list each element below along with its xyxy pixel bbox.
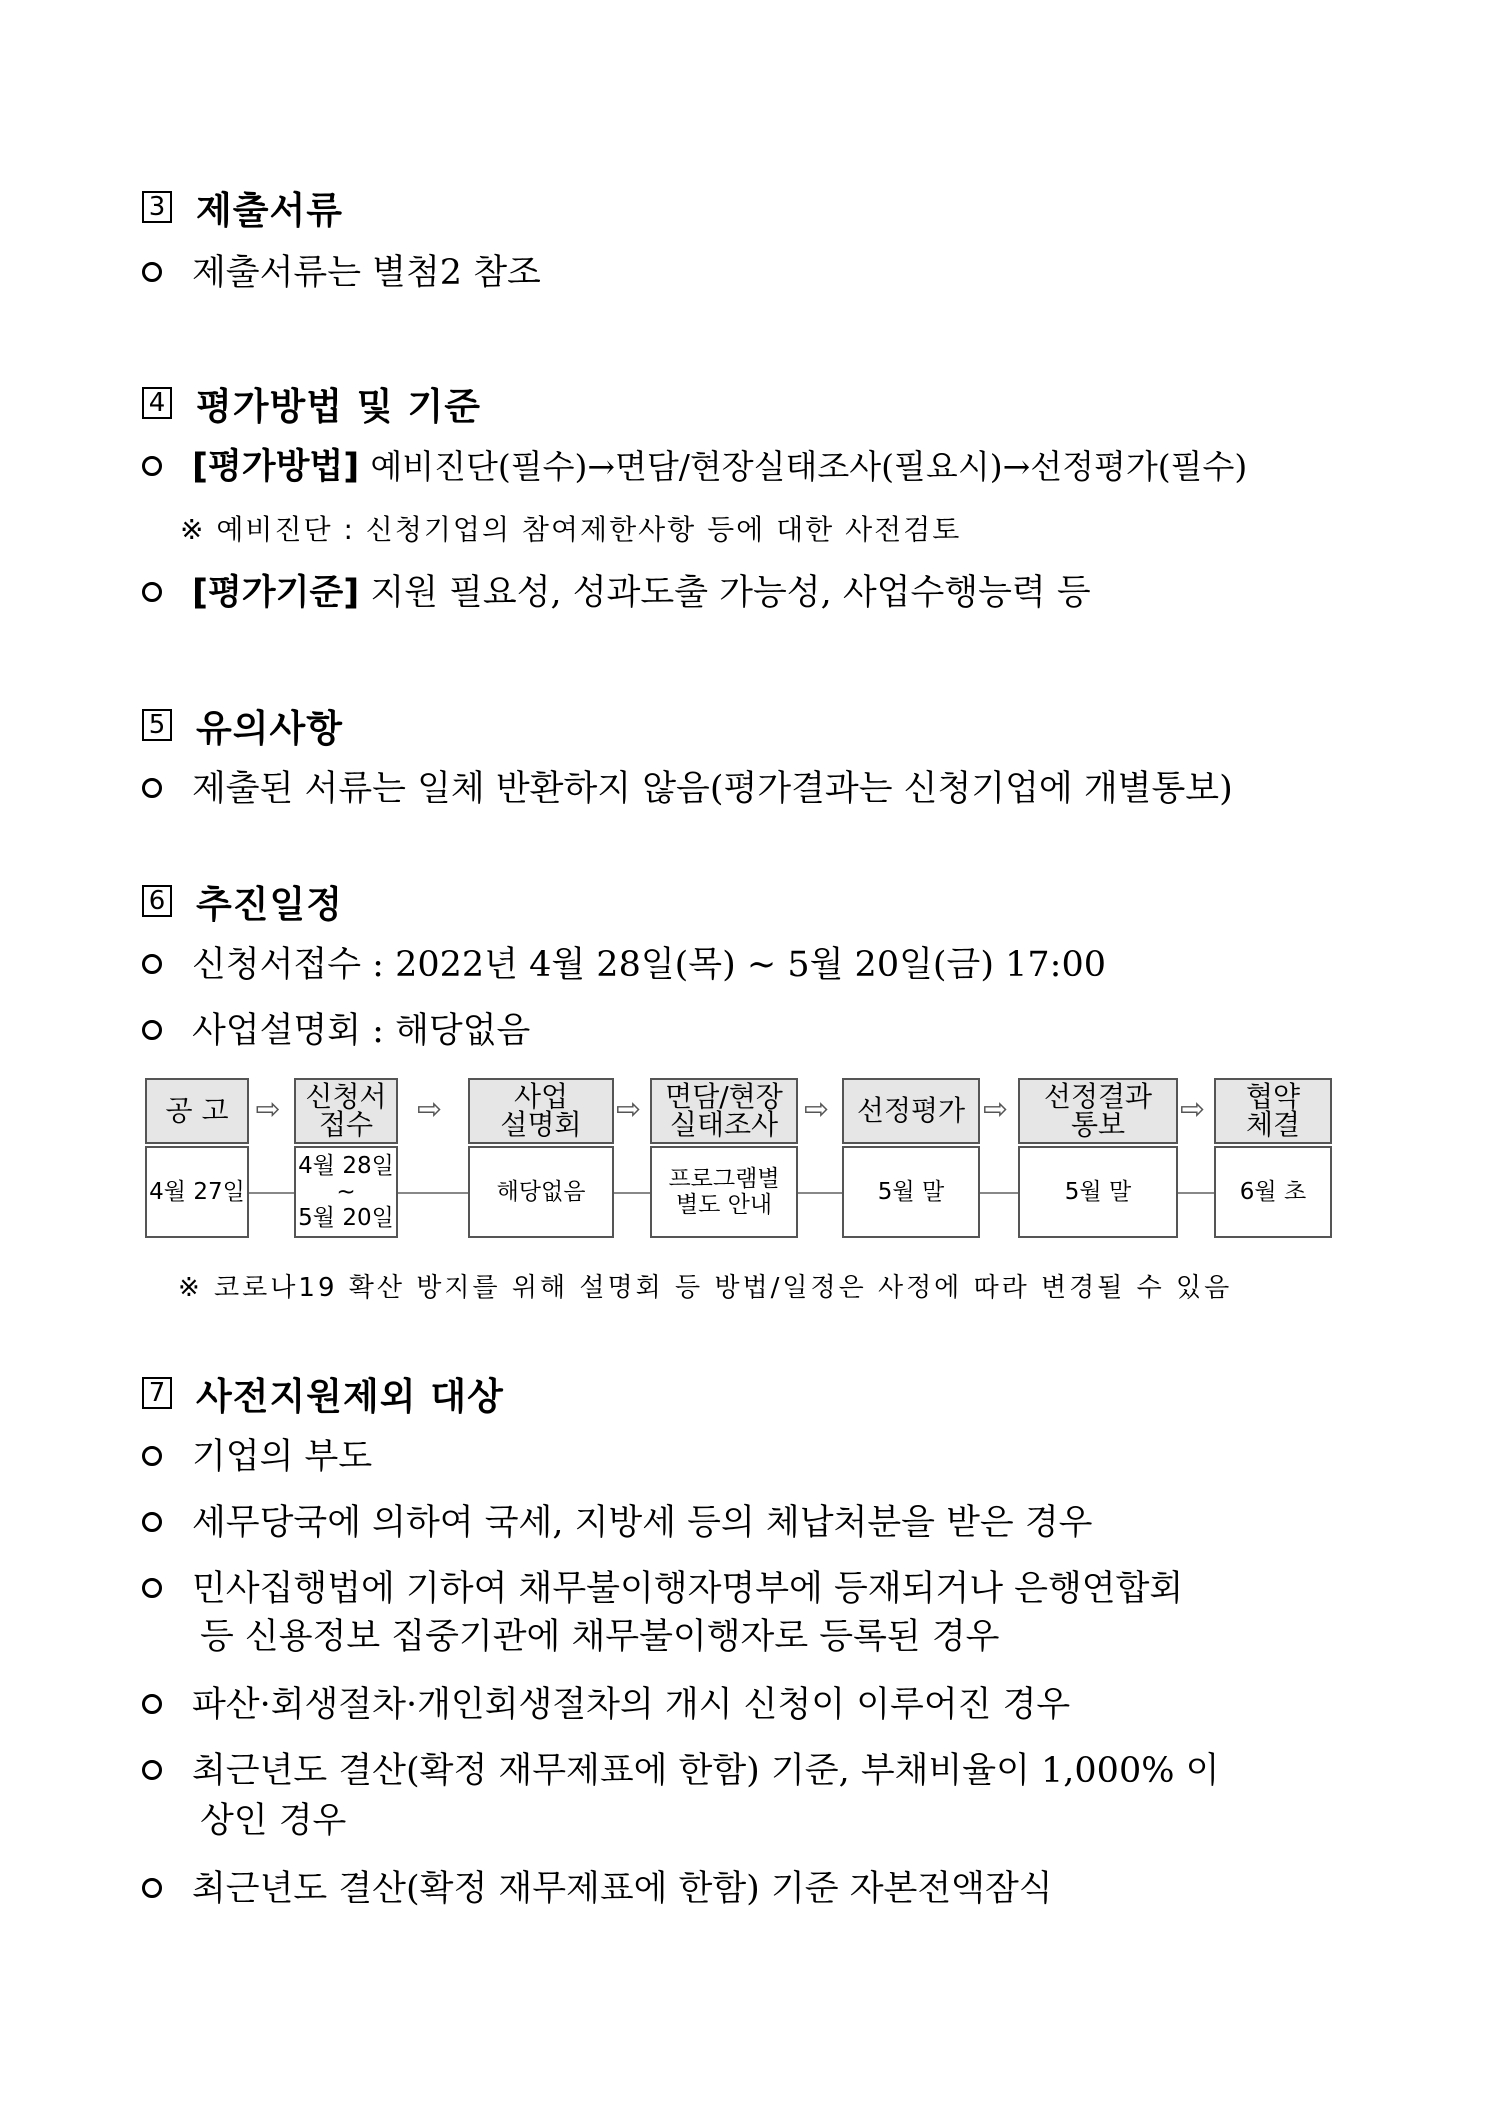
flow-arrow-icon: ⇨ [804, 1092, 830, 1127]
bullet-circle-icon [142, 1760, 162, 1780]
list-item: 최근년도 결산(확정 재무제표에 한함) 기준, 부채비율이 1,000% 이 [142, 1746, 1219, 1796]
list-item-continuation: 등 신용정보 집중기관에 채무불이행자로 등록된 경우 [200, 1617, 1000, 1657]
item-label: [평가기준] [192, 573, 360, 613]
note: ※ 예비진단 : 신청기업의 참여제한사항 등에 대한 사전검토 [180, 513, 962, 546]
flow-step-date: 5월 말 [842, 1146, 980, 1238]
section-title: 제출서류 [196, 189, 343, 232]
flow-step-date: 6월 초 [1214, 1146, 1332, 1238]
flow-step-header: 선정결과 통보 [1018, 1078, 1178, 1144]
flow-step-date: 5월 말 [1018, 1146, 1178, 1238]
flow-step-date: 프로그램별 별도 안내 [650, 1146, 798, 1238]
bullet-circle-icon [142, 778, 162, 798]
bullet-circle-icon [142, 954, 162, 974]
bullet-circle-icon [142, 456, 162, 476]
list-item: 제출된 서류는 일체 반환하지 않음(평가결과는 신청기업에 개별통보) [142, 764, 1233, 814]
bullet-circle-icon [142, 1512, 162, 1532]
item-text: 예비진단(필수)→면담/현장실태조사(필요시)→선정평가(필수) [370, 447, 1248, 486]
section-number: 7 [142, 1377, 172, 1409]
bullet-circle-icon [142, 1020, 162, 1040]
flow-step-header: 신청서 접수 [294, 1078, 398, 1144]
list-item [142, 442, 1247, 492]
section-number: 5 [142, 709, 172, 741]
flow-step-header: 협약 체결 [1214, 1078, 1332, 1144]
flow-step-header: 공 고 [145, 1078, 249, 1144]
list-item: 신청서접수 : 2022년 4월 28일(목) ~ 5월 20일(금) 17:00 [142, 940, 1106, 990]
bullet-circle-icon [142, 1694, 162, 1714]
flow-step-header: 사업 설명회 [468, 1078, 614, 1144]
section-5-heading [142, 700, 343, 750]
flow-step-header: 면담/현장 실태조사 [650, 1078, 798, 1144]
list-item [142, 568, 1091, 618]
list-item: 세무당국에 의하여 국세, 지방세 등의 체납처분을 받은 경우 [142, 1498, 1092, 1548]
list-item: 기업의 부도 [142, 1432, 372, 1482]
section-title: 추진일정 [196, 883, 343, 926]
bullet-circle-icon [142, 582, 162, 602]
section-title: 사전지원제외 대상 [196, 1375, 504, 1418]
flow-step-date: 4월 28일 ~ 5월 20일 [294, 1146, 398, 1238]
bullet-circle-icon [142, 1446, 162, 1466]
list-item: 파산·회생절차·개인회생절차의 개시 신청이 이루어진 경우 [142, 1680, 1070, 1730]
item-label: [평가방법] [192, 447, 360, 487]
bullet-circle-icon [142, 1578, 162, 1598]
item-text: 지원 필요성, 성과도출 가능성, 사업수행능력 등 [370, 573, 1091, 613]
flow-arrow-icon: ⇨ [1180, 1092, 1206, 1127]
section-title: 평가방법 및 기준 [196, 385, 481, 428]
section-7-heading [142, 1368, 504, 1418]
section-6-heading [142, 876, 343, 926]
section-number: 4 [142, 387, 172, 419]
section-number: 6 [142, 885, 172, 917]
bullet-circle-icon [142, 262, 162, 282]
flow-arrow-icon: ⇨ [983, 1092, 1009, 1127]
bullet-circle-icon [142, 1878, 162, 1898]
section-4-heading [142, 378, 481, 428]
note: ※ 코로나19 확산 방지를 위해 설명회 등 방법/일정은 사정에 따라 변경될 수 있음 [178, 1273, 1233, 1303]
section-3-heading [142, 182, 343, 232]
flow-step-date: 해당없음 [468, 1146, 614, 1238]
section-number: 3 [142, 191, 172, 223]
list-item: 사업설명회 : 해당없음 [142, 1006, 530, 1056]
section-title: 유의사항 [196, 707, 343, 750]
list-item: 민사집행법에 기하여 채무불이행자명부에 등재되거나 은행연합회 [142, 1564, 1183, 1614]
flow-step-header: 선정평가 [842, 1078, 980, 1144]
list-item: 최근년도 결산(확정 재무제표에 한함) 기준 자본전액잠식 [142, 1864, 1053, 1914]
list-item-continuation: 상인 경우 [200, 1801, 347, 1841]
flow-arrow-icon: ⇨ [255, 1092, 281, 1127]
flow-arrow-icon: ⇨ [417, 1092, 443, 1127]
flow-step-date: 4월 27일 [145, 1146, 249, 1238]
flow-arrow-icon: ⇨ [616, 1092, 642, 1127]
list-item: 제출서류는 별첨2 참조 [142, 248, 541, 298]
